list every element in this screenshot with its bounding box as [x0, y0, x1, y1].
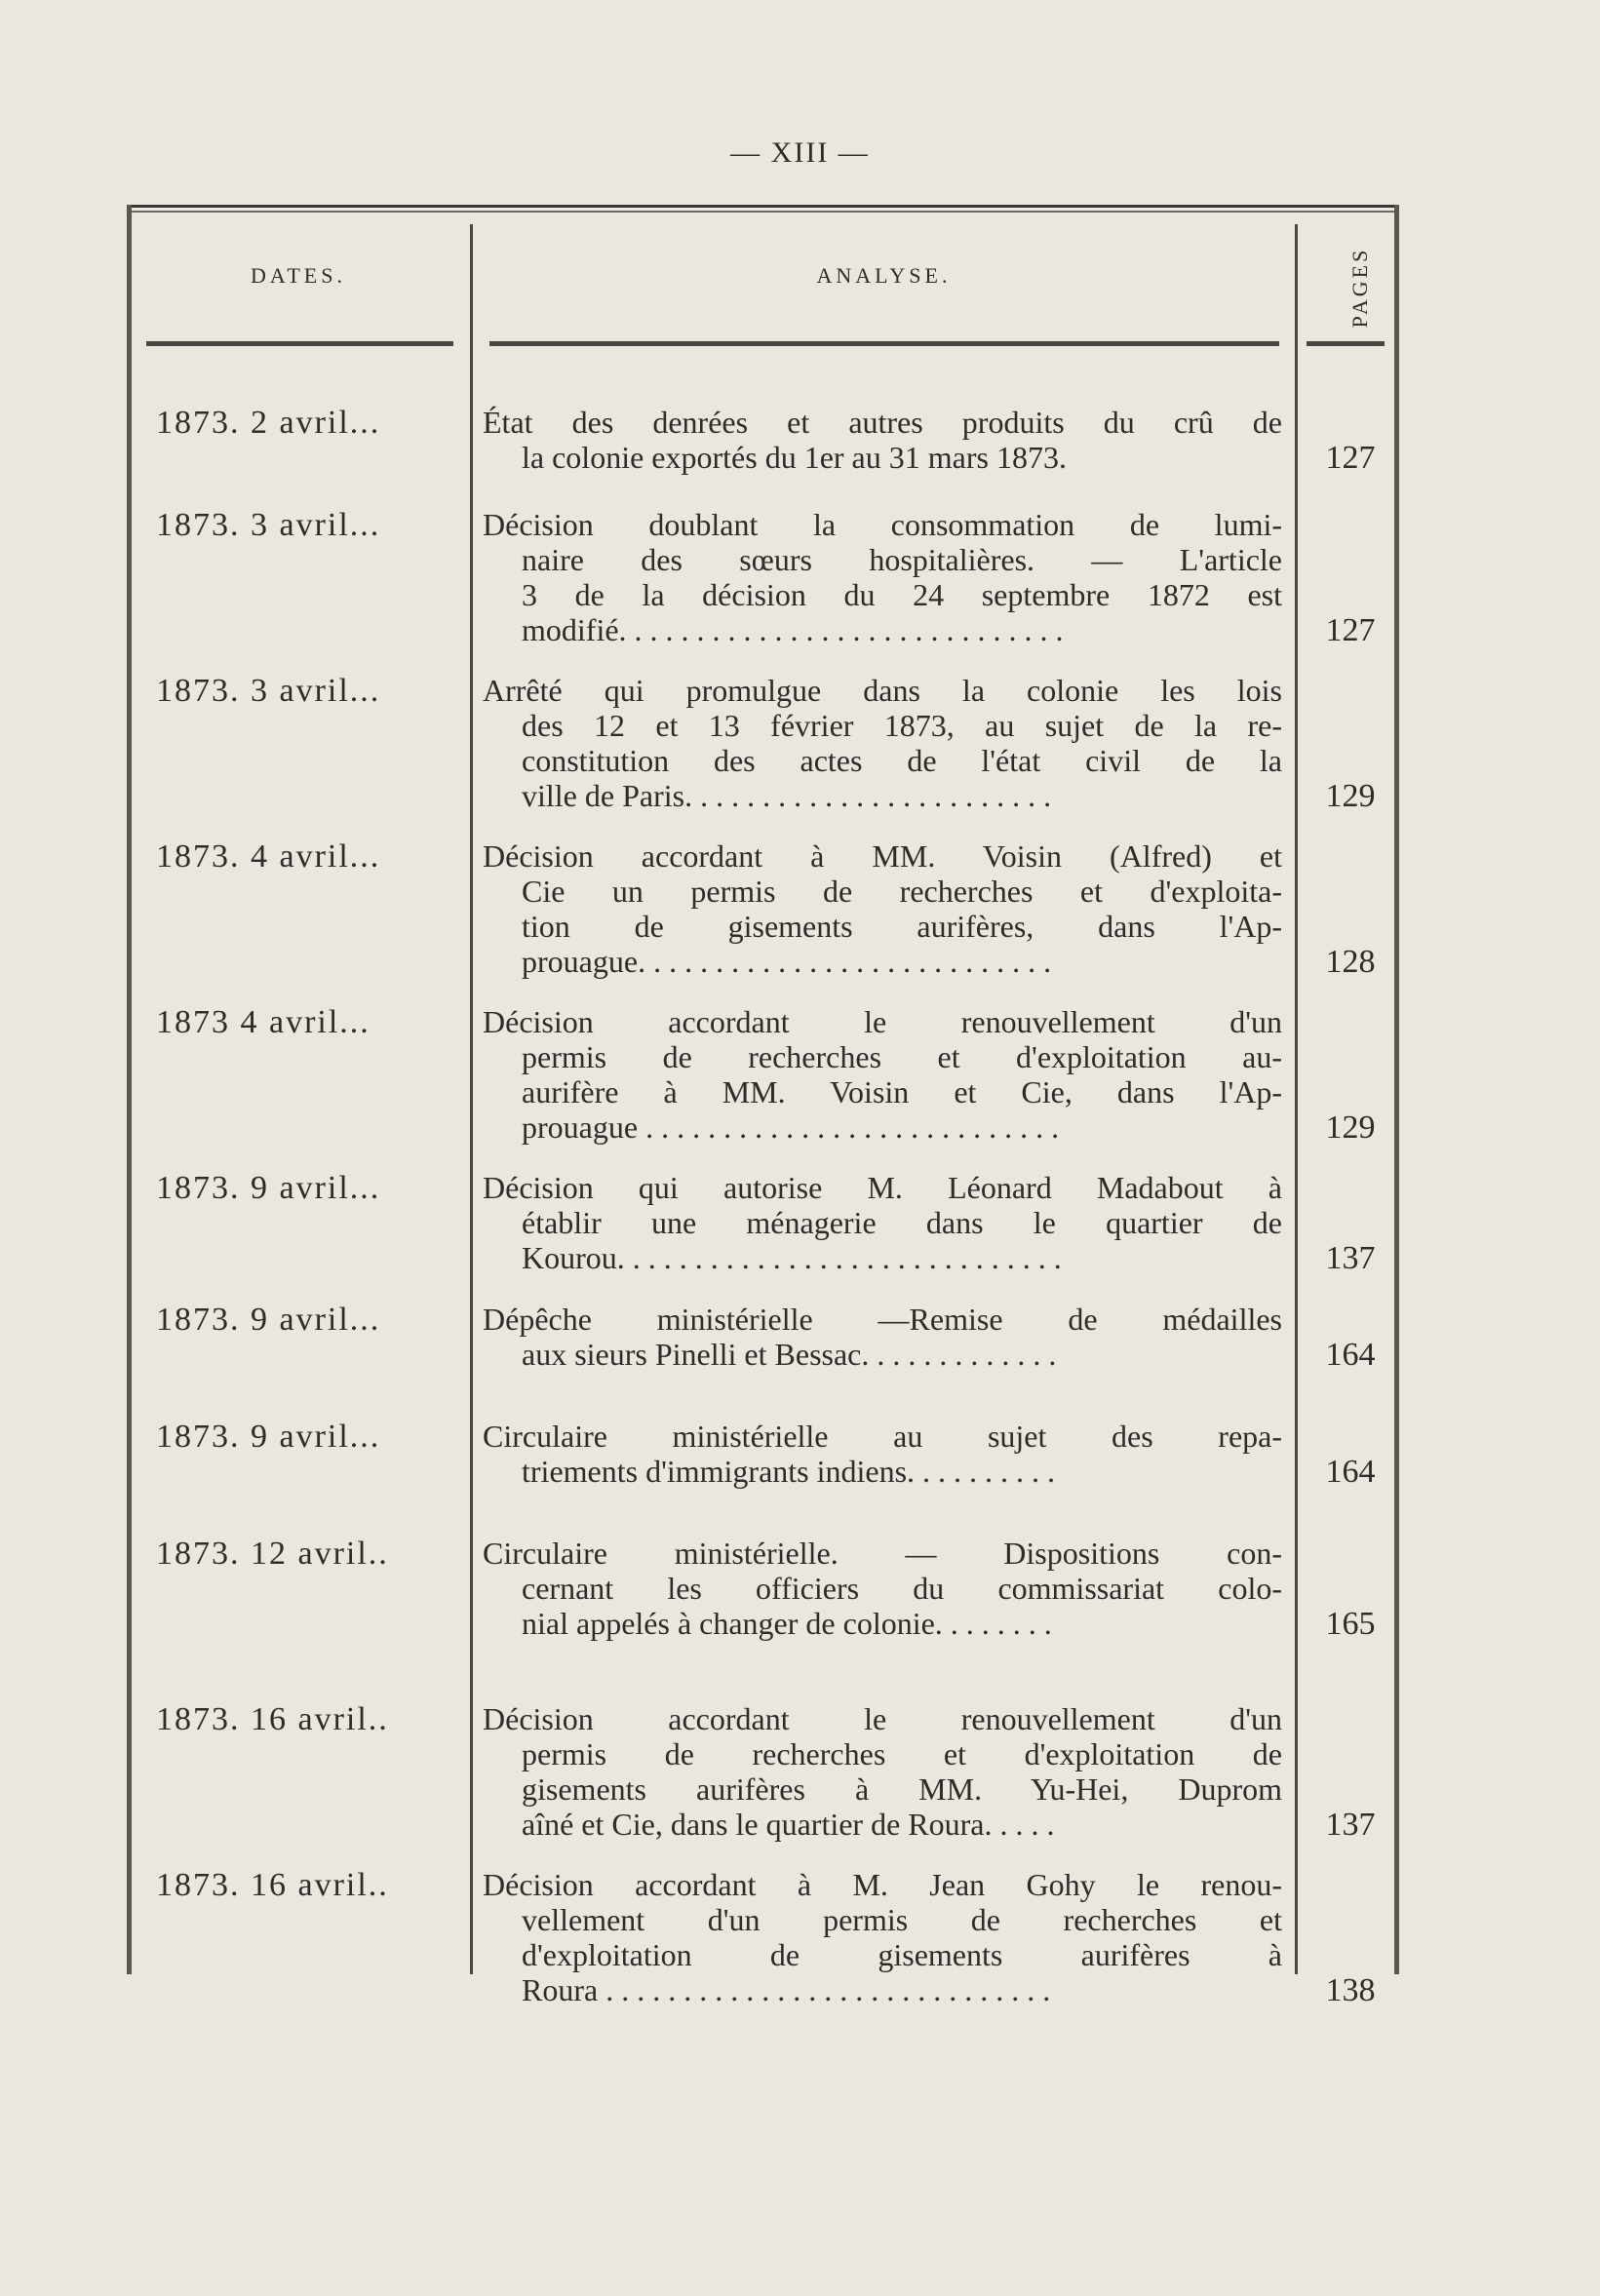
entry-page: 138: [1325, 1972, 1376, 2008]
register-table: [127, 205, 1399, 2008]
entry-analysis: [483, 1004, 1282, 1145]
entry-analysis-line: Arrêté qui promulgue dans la colonie les lois: [483, 673, 1282, 708]
entry-analysis-line: permis de recherches et d'exploitation de: [522, 1736, 1282, 1771]
entry-analysis-line: Roura . . . . . . . . . . . . . . . . . . . . . . . . . . . . .: [522, 1972, 1051, 2007]
entry-page: 128: [1325, 944, 1376, 980]
entry-analysis: [483, 673, 1282, 813]
entry-analysis-line: Décision accordant le renouvellement d'un: [483, 1004, 1282, 1039]
entry-analysis-line: Décision accordant à MM. Voisin (Alfred) et: [483, 838, 1282, 874]
entry-analysis-line: Kourou. . . . . . . . . . . . . . . . . . . . . . . . . . . . .: [522, 1240, 1062, 1275]
entry-page: 164: [1325, 1454, 1376, 1490]
entry-analysis-line: Circulaire ministérielle au sujet des repa-: [483, 1419, 1282, 1454]
entry-analysis-line: Circulaire ministérielle. — Dispositions con-: [483, 1536, 1282, 1571]
entry-analysis-line: modifié. . . . . . . . . . . . . . . . . . . . . . . . . . . . .: [522, 612, 1064, 647]
entry-analysis-line: nial appelés à changer de colonie. . . . . . . .: [522, 1606, 1052, 1641]
entry-date: 1873. 12 avril..: [156, 1536, 389, 1572]
header-analyse: ANALYSE.: [816, 263, 952, 288]
entry-page: 165: [1325, 1606, 1376, 1642]
entry-page: 137: [1325, 1240, 1376, 1276]
header-rule-analyse: [489, 341, 1279, 346]
entry-date: 1873. 9 avril...: [156, 1302, 381, 1338]
entry-analysis: [483, 507, 1282, 647]
entry-analysis-line: triements d'immigrants indiens. . . . . . . . . .: [522, 1454, 1056, 1489]
entry-analysis-line: Décision qui autorise M. Léonard Madabout à: [483, 1170, 1282, 1205]
entry-page: 137: [1325, 1807, 1376, 1843]
entry-date: 1873. 3 avril...: [156, 507, 381, 543]
entry-date: 1873. 4 avril...: [156, 838, 381, 875]
entry-page: 129: [1325, 1109, 1376, 1146]
entry-analysis-line: naire des sœurs hospitalières. — L'article: [522, 542, 1282, 577]
entry-analysis-line: Décision accordant à M. Jean Gohy le renou-: [483, 1867, 1282, 1902]
entry-analysis-line: établir une ménagerie dans le quartier de: [522, 1205, 1282, 1240]
entry-page: 164: [1325, 1337, 1376, 1373]
entry-analysis-line: aîné et Cie, dans le quartier de Roura. . . . .: [522, 1807, 1055, 1842]
entry-analysis: [483, 405, 1282, 475]
entry-analysis-line: Dépêche ministérielle —Remise de médailles: [483, 1302, 1282, 1337]
entry-analysis: [483, 1170, 1282, 1275]
page-number: — XIII —: [730, 136, 870, 169]
entry-analysis-line: gisements aurifères à MM. Yu-Hei, Duprom: [522, 1771, 1282, 1807]
entry-date: 1873 4 avril...: [156, 1004, 371, 1040]
entry-analysis-line: 3 de la décision du 24 septembre 1872 est: [522, 577, 1282, 612]
entry-analysis: [483, 1867, 1282, 2007]
entry-date: 1873. 9 avril...: [156, 1170, 381, 1206]
entry-analysis-line: cernant les officiers du commissariat colo-: [522, 1571, 1282, 1606]
entry-analysis: [483, 838, 1282, 979]
entry-date: 1873. 16 avril..: [156, 1867, 389, 1903]
entry-analysis-line: État des denrées et autres produits du crû de: [483, 405, 1282, 440]
table-right-rule: [1394, 205, 1399, 1974]
entry-date: 1873. 3 avril...: [156, 673, 381, 709]
entry-date: 1873. 9 avril...: [156, 1419, 381, 1455]
header-rule-dates: [146, 341, 453, 346]
entry-analysis: [483, 1701, 1282, 1842]
entry-analysis-line: aurifère à MM. Voisin et Cie, dans l'Ap-: [522, 1074, 1282, 1109]
column-separator-dates: [470, 224, 473, 1974]
entry-page: 129: [1325, 778, 1376, 814]
entry-analysis-line: prouague. . . . . . . . . . . . . . . . . . . . . . . . . . .: [522, 944, 1052, 979]
header-pages-label: PAGES: [1347, 247, 1372, 329]
entry-analysis-line: permis de recherches et d'exploitation au-: [522, 1039, 1282, 1074]
entry-page: 127: [1325, 440, 1376, 476]
entry-analysis-line: Cie un permis de recherches et d'exploita-: [522, 874, 1282, 909]
table-left-rule: [127, 205, 132, 1974]
entry-analysis-line: des 12 et 13 février 1873, au sujet de la re-: [522, 708, 1282, 743]
entry-analysis: [483, 1302, 1282, 1372]
entry-analysis-line: aux sieurs Pinelli et Bessac. . . . . . . . . . . . .: [522, 1337, 1057, 1372]
entry-analysis: [483, 1536, 1282, 1641]
entry-analysis-line: prouague . . . . . . . . . . . . . . . . . . . . . . . . . . .: [522, 1109, 1060, 1145]
entry-page: 127: [1325, 612, 1376, 648]
entry-date: 1873. 2 avril...: [156, 405, 381, 441]
header-pages: [1321, 234, 1399, 341]
entry-date: 1873. 16 avril..: [156, 1701, 389, 1737]
header-rule-pages: [1307, 341, 1385, 346]
entry-analysis-line: constitution des actes de l'état civil de la: [522, 743, 1282, 778]
entry-analysis-line: Décision accordant le renouvellement d'un: [483, 1701, 1282, 1736]
entry-analysis-line: tion de gisements aurifères, dans l'Ap-: [522, 909, 1282, 944]
entry-analysis-line: d'exploitation de gisements aurifères à: [522, 1937, 1282, 1972]
table-top-rule: [127, 205, 1399, 213]
header-dates: DATES.: [251, 263, 346, 288]
column-separator-pages: [1295, 224, 1298, 1974]
entry-analysis-line: la colonie exportés du 1er au 31 mars 1873.: [522, 440, 1067, 475]
entry-analysis-line: Décision doublant la consommation de lumi-: [483, 507, 1282, 542]
entry-analysis-line: ville de Paris. . . . . . . . . . . . . . . . . . . . . . . .: [522, 778, 1052, 813]
entry-analysis-line: vellement d'un permis de recherches et: [522, 1902, 1282, 1937]
entry-analysis: [483, 1419, 1282, 1489]
